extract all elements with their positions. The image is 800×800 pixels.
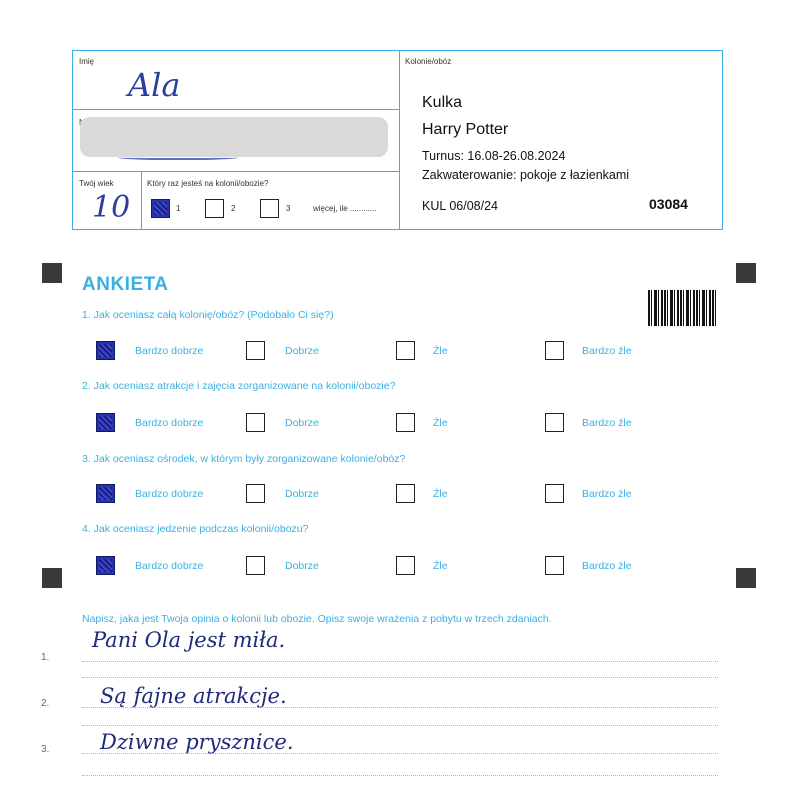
name-label: Imię xyxy=(79,57,95,66)
q2-option-dobrze-checkbox[interactable] xyxy=(246,413,265,432)
opinion-prompt: Napisz, jaka jest Twoja opinia o kolonii lub obozie. Opisz swoje wrażenia z pobytu w trzech zdaniach. xyxy=(82,613,552,625)
divider xyxy=(73,171,399,172)
q4-option-zle-checkbox[interactable] xyxy=(396,556,415,575)
q1-option-bardzo-dobrze-checkbox[interactable] xyxy=(96,341,115,360)
q3-option-zle-checkbox[interactable] xyxy=(396,484,415,503)
line-number: 3. xyxy=(41,744,50,755)
camp-theme: Harry Potter xyxy=(422,121,509,138)
q4-option-dobrze-checkbox[interactable] xyxy=(246,556,265,575)
times-option-1: 1 xyxy=(176,204,181,213)
q3-option-label: Źle xyxy=(433,488,448,500)
registration-mark xyxy=(42,263,62,283)
question-1: 1. Jak oceniasz całą kolonię/obóz? (Podobało Ci się?) xyxy=(82,309,334,321)
writing-line xyxy=(82,753,718,754)
age-label: Twój wiek xyxy=(79,179,114,188)
writing-line xyxy=(82,677,718,678)
q1-option-bardzo-zle-checkbox[interactable] xyxy=(545,341,564,360)
q3-option-label: Bardzo źle xyxy=(582,488,632,500)
q1-option-label: Bardzo dobrze xyxy=(135,345,204,357)
opinion-line-1[interactable]: Pani Ola jest miła. xyxy=(92,628,286,652)
q2-option-label: Bardzo źle xyxy=(582,417,632,429)
q2-option-bardzo-dobrze-checkbox[interactable] xyxy=(96,413,115,432)
q2-option-label: Źle xyxy=(433,417,448,429)
q4-option-label: Źle xyxy=(433,560,448,572)
question-2: 2. Jak oceniasz atrakcje i zajęcia zorganizowane na kolonii/obozie? xyxy=(82,380,396,392)
times-checkbox-2[interactable] xyxy=(205,199,224,218)
camp-code: KUL 06/08/24 xyxy=(422,199,498,213)
times-option-3: 3 xyxy=(286,204,291,213)
q3-option-bardzo-zle-checkbox[interactable] xyxy=(545,484,564,503)
opinion-line-2[interactable]: Są fajne atrakcje. xyxy=(100,684,287,708)
handwriting-fragment xyxy=(118,154,238,160)
q1-option-label: Źle xyxy=(433,345,448,357)
q4-option-label: Bardzo dobrze xyxy=(135,560,204,572)
q3-option-bardzo-dobrze-checkbox[interactable] xyxy=(96,484,115,503)
age-value[interactable]: 10 xyxy=(92,190,131,225)
q3-option-label: Dobrze xyxy=(285,488,319,500)
q2-option-bardzo-zle-checkbox[interactable] xyxy=(545,413,564,432)
q2-option-label: Bardzo dobrze xyxy=(135,417,204,429)
form-number: 03084 xyxy=(649,196,688,212)
times-label: Który raz jesteś na kolonii/obozie? xyxy=(147,179,269,188)
line-number: 2. xyxy=(41,698,50,709)
registration-mark xyxy=(736,263,756,283)
registration-mark xyxy=(736,568,756,588)
writing-line xyxy=(82,775,718,776)
name-value[interactable]: Ala xyxy=(128,66,181,104)
accommodation: Zakwaterowanie: pokoje z łazienkami xyxy=(422,168,630,182)
q3-option-dobrze-checkbox[interactable] xyxy=(246,484,265,503)
q1-option-label: Bardzo źle xyxy=(582,345,632,357)
registration-mark xyxy=(42,568,62,588)
q2-option-label: Dobrze xyxy=(285,417,319,429)
divider xyxy=(141,171,142,230)
writing-line xyxy=(82,661,718,662)
survey-title: ANKIETA xyxy=(82,274,169,295)
camp-name: Kulka xyxy=(422,94,463,111)
q4-option-bardzo-dobrze-checkbox[interactable] xyxy=(96,556,115,575)
q2-option-zle-checkbox[interactable] xyxy=(396,413,415,432)
q4-option-bardzo-zle-checkbox[interactable] xyxy=(545,556,564,575)
q1-option-label: Dobrze xyxy=(285,345,319,357)
q4-option-label: Bardzo źle xyxy=(582,560,632,572)
writing-line xyxy=(82,725,718,726)
question-3: 3. Jak oceniasz ośrodek, w którym były zorganizowane kolonie/obóz? xyxy=(82,453,406,465)
writing-line xyxy=(82,707,718,708)
turnus: Turnus: 16.08-26.08.2024 xyxy=(422,149,566,163)
line-number: 1. xyxy=(41,652,50,663)
times-option-2: 2 xyxy=(231,204,236,213)
camp-label: Kolonie/obóz xyxy=(405,57,452,66)
redaction-block xyxy=(80,117,388,157)
q1-option-zle-checkbox[interactable] xyxy=(396,341,415,360)
barcode xyxy=(648,290,716,326)
q3-option-label: Bardzo dobrze xyxy=(135,488,204,500)
q4-option-label: Dobrze xyxy=(285,560,319,572)
times-checkbox-1[interactable] xyxy=(151,199,170,218)
question-4: 4. Jak oceniasz jedzenie podczas kolonii/obozu? xyxy=(82,523,309,535)
divider xyxy=(399,51,400,230)
q1-option-dobrze-checkbox[interactable] xyxy=(246,341,265,360)
times-more[interactable]: więcej, ile ............ xyxy=(313,204,377,213)
divider xyxy=(73,109,399,110)
times-checkbox-3[interactable] xyxy=(260,199,279,218)
opinion-line-3[interactable]: Dziwne prysznice. xyxy=(100,730,294,754)
